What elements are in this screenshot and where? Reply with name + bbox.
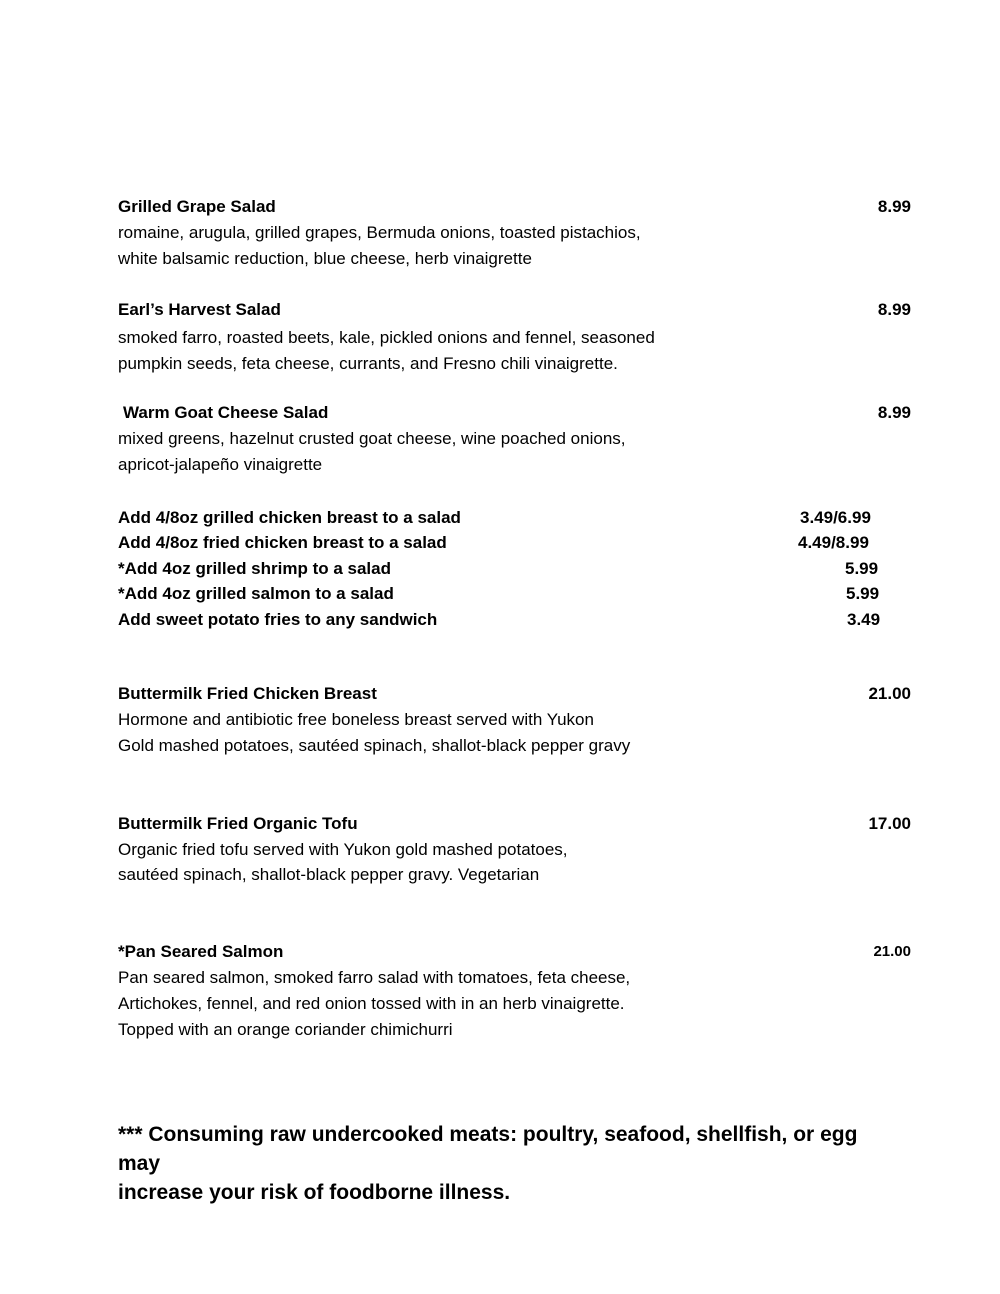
item-price-fried-organic-tofu: 17.00: [868, 814, 911, 833]
addon-price: 4.49/8.99: [798, 533, 869, 552]
addon-label: *Add 4oz grilled salmon to a salad: [118, 584, 394, 603]
item-name-warm-goat-cheese-salad: Warm Goat Cheese Salad: [123, 403, 329, 422]
addon-label: Add 4/8oz grilled chicken breast to a salad: [118, 508, 461, 527]
addon-price: 5.99: [846, 584, 880, 603]
addon-price: 3.49/6.99: [800, 508, 871, 527]
item-description-line: romaine, arugula, grilled grapes, Bermuda onions, toasted pistachios,: [118, 223, 641, 242]
item-description-line: Topped with an orange coriander chimichurri: [118, 1020, 453, 1039]
item-description-line: Pan seared salmon, smoked farro salad with tomatoes, feta cheese,: [118, 968, 631, 987]
item-name-grilled-grape-salad: Grilled Grape Salad: [118, 197, 276, 216]
item-description-line: mixed greens, hazelnut crusted goat cheese, wine poached onions,: [118, 429, 626, 448]
notice-line: *** Consuming raw undercooked meats: poultry, seafood, shellfish, or egg may: [118, 1123, 858, 1175]
item-name-pan-seared-salmon: *Pan Seared Salmon: [118, 942, 284, 961]
item-name-earls-harvest-salad: Earl’s Harvest Salad: [118, 300, 281, 319]
item-price-fried-chicken-breast: 21.00: [868, 684, 911, 703]
addon-label: *Add 4oz grilled shrimp to a salad: [118, 559, 391, 578]
item-description-line: pumpkin seeds, feta cheese, currants, and Fresno chili vinaigrette.: [118, 354, 618, 373]
item-price-earls-harvest-salad: 8.99: [877, 300, 911, 319]
item-description-line: Gold mashed potatoes, sautéed spinach, shallot-black pepper gravy: [118, 736, 631, 755]
item-price-warm-goat-cheese-salad: 8.99: [877, 403, 911, 422]
addon-label: Add 4/8oz fried chicken breast to a salad: [118, 533, 447, 552]
item-name-fried-organic-tofu: Buttermilk Fried Organic Tofu: [118, 814, 358, 833]
item-description-line: Artichokes, fennel, and red onion tossed with in an herb vinaigrette.: [118, 994, 625, 1013]
item-name-fried-chicken-breast: Buttermilk Fried Chicken Breast: [118, 684, 377, 703]
food-safety-notice: [118, 1120, 898, 1207]
item-description-line: Organic fried tofu served with Yukon gold mashed potatoes,: [118, 840, 568, 859]
addon-price: 5.99: [845, 559, 879, 578]
item-description-line: apricot-jalapeño vinaigrette: [118, 455, 323, 474]
item-description-line: Hormone and antibiotic free boneless breast served with Yukon: [118, 710, 594, 729]
item-description-line: white balsamic reduction, blue cheese, herb vinaigrette: [118, 249, 532, 268]
item-description-line: smoked farro, roasted beets, kale, pickled onions and fennel, seasoned: [118, 328, 655, 347]
item-price-pan-seared-salmon: 21.00: [873, 943, 911, 960]
item-description-line: sautéed spinach, shallot-black pepper gravy. Vegetarian: [118, 865, 540, 884]
notice-line: increase your risk of foodborne illness.: [118, 1181, 511, 1204]
item-price-grilled-grape-salad: 8.99: [877, 197, 911, 216]
addon-price: 3.49: [847, 610, 881, 629]
addon-label: Add sweet potato fries to any sandwich: [118, 610, 438, 629]
